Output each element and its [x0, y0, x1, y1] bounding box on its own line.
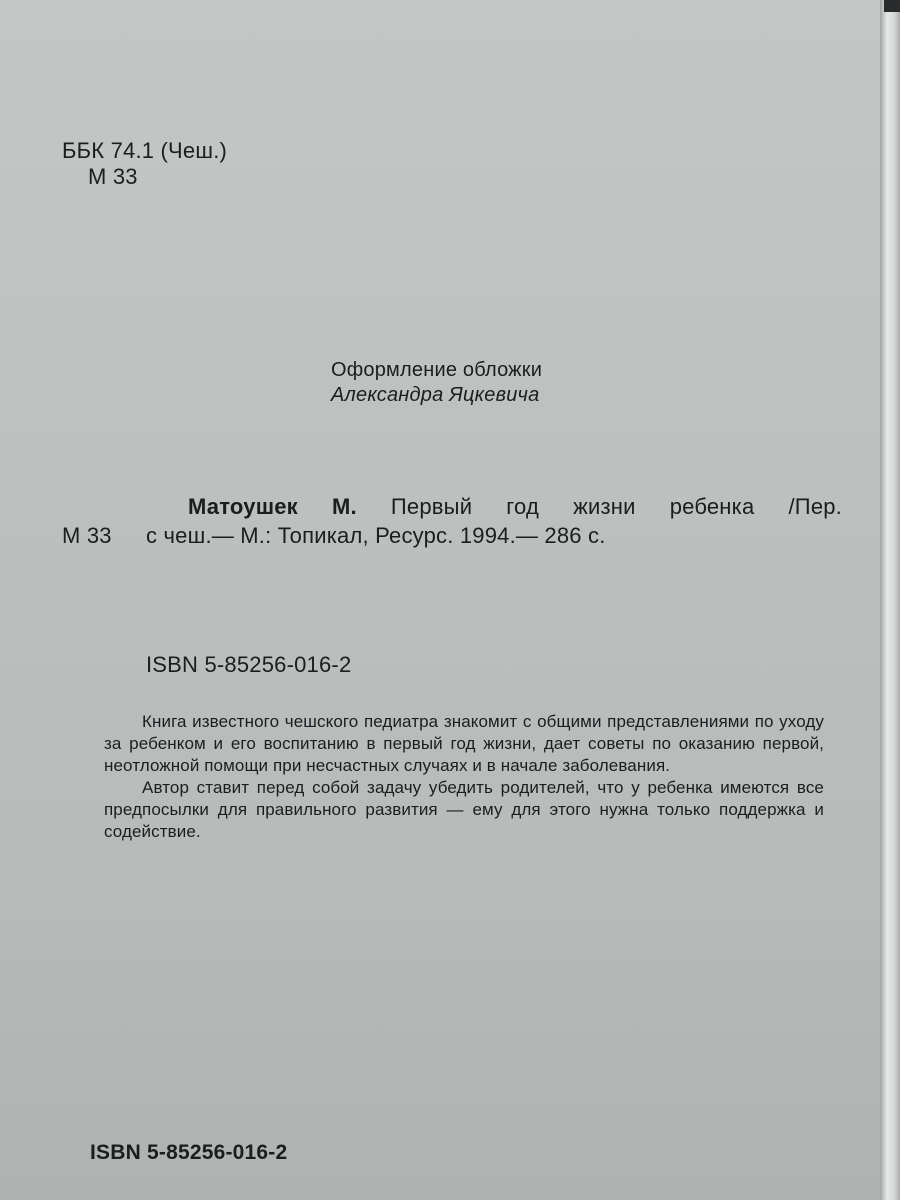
bbk-classification: ББК 74.1 (Чеш.)	[62, 138, 228, 163]
cover-design-label: Оформление обложки	[331, 359, 543, 381]
author-code-side: М 33	[62, 523, 112, 548]
bibliographic-line-1	[188, 493, 842, 521]
annotation-paragraph-2: Автор ставит перед собой задачу убедить родителей, что у ребенка имеются все предпосылки для правильного развития — ему для этого нужна только поддержка и содействие.	[104, 778, 824, 841]
author-code-top: М 33	[88, 164, 138, 189]
bibliographic-title: Первый год жизни ребенка /Пер.	[390, 494, 842, 519]
annotation-paragraph-1: Книга известного чешского педиатра знакомит с общими представлениями по уходу за ребенком и его воспитанию в первый год жизни, дает советы по оказанию первой, неотложной помощи при несчастных случаях и в начале заболевания.	[104, 712, 824, 775]
bibliographic-author: Матоушек М.	[188, 494, 357, 519]
bibliographic-line-2: с чеш.— М.: Топикал, Ресурс. 1994.— 286 с.	[146, 523, 606, 548]
book-spine-edge	[880, 0, 900, 1200]
book-spine-shadow	[884, 0, 900, 12]
isbn-bottom: ISBN 5-85256-016-2	[90, 1141, 288, 1164]
isbn-middle: ISBN 5-85256-016-2	[146, 652, 352, 677]
annotation	[104, 711, 824, 843]
cover-designer-name: Александра Яцкевича	[331, 384, 540, 406]
